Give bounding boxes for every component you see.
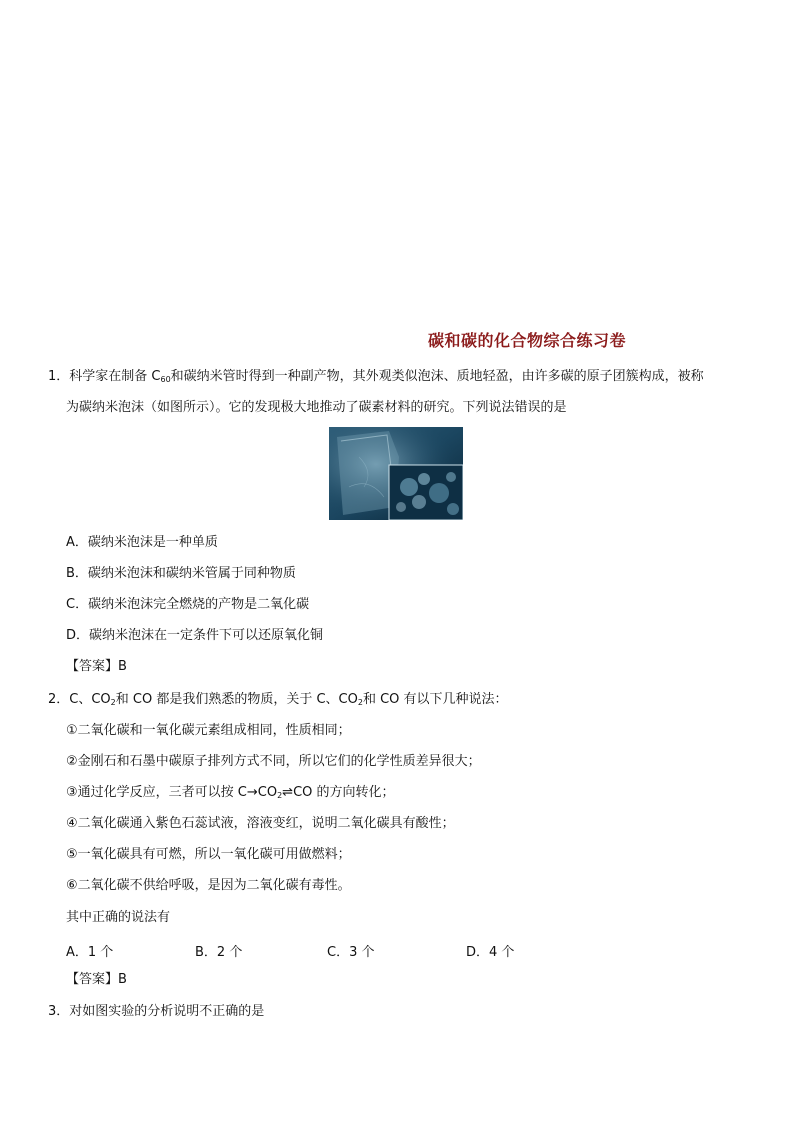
q1-stem-text-a: 1．科学家在制备 C <box>48 369 161 384</box>
q2-item-3-text-b: ⇌CO 的方向转化； <box>282 785 395 800</box>
q1-stem-line1 <box>48 369 704 388</box>
q1-stem-text-b: 和碳纳米管时得到一种副产物，其外观类似泡沫、质地轻盈，由许多碳的原子团簇构成，被称 <box>170 369 704 384</box>
q2-subscript-2: 2 <box>357 698 363 707</box>
q2-item-6: ⑥二氧化碳不供给呼吸，是因为二氧化碳有毒性。 <box>66 878 351 893</box>
q2-stem <box>48 692 508 711</box>
q1-answer: 【答案】B <box>66 659 127 674</box>
q2-stem-text-a: 2．C、CO <box>48 692 111 707</box>
q1-option-b: B．碳纳米泡沫和碳纳米管属于同种物质 <box>66 566 296 581</box>
q2-item-3-text-a: ③通过化学反应，三者可以按 C→CO <box>66 785 278 800</box>
q2-subscript-1: 2 <box>110 698 116 707</box>
q2-stem-text-b: 和 CO 都是我们熟悉的物质，关于 C、CO <box>115 692 358 707</box>
q2-option-c: C．3 个 <box>327 945 375 960</box>
carbon-nanofoam-photo <box>329 427 463 520</box>
q2-prompt: 其中正确的说法有 <box>66 910 171 925</box>
q1-stem-line2: 为碳纳米泡沫（如图所示）。它的发现极大地推动了碳素材料的研究。下列说法错误的是 <box>66 400 567 415</box>
q2-item-3-subscript: 2 <box>277 791 283 800</box>
q2-option-d: D．4 个 <box>466 945 515 960</box>
q1-option-a: A．碳纳米泡沫是一种单质 <box>66 535 218 550</box>
q2-item-1: ①二氧化碳和一氧化碳元素组成相同，性质相同； <box>66 723 351 738</box>
q1-option-c: C．碳纳米泡沫完全燃烧的产物是二氧化碳 <box>66 597 310 612</box>
q2-item-4: ④二氧化碳通入紫色石蕊试液，溶液变红，说明二氧化碳具有酸性； <box>66 816 455 831</box>
q2-option-a: A．1 个 <box>66 945 114 960</box>
q2-item-3 <box>66 785 395 804</box>
page-title: 碳和碳的化合物综合练习卷 <box>428 331 627 350</box>
q1-option-d: D．碳纳米泡沫在一定条件下可以还原氧化铜 <box>66 628 324 643</box>
q2-item-2: ②金刚石和石墨中碳原子排列方式不同，所以它们的化学性质差异很大； <box>66 754 481 769</box>
q2-option-b: B．2 个 <box>195 945 243 960</box>
q2-item-5: ⑤一氧化碳具有可燃，所以一氧化碳可用做燃料； <box>66 847 351 862</box>
q3-stem: 3．对如图实验的分析说明不正确的是 <box>48 1004 265 1019</box>
q1-subscript-60: 60 <box>160 375 171 384</box>
q2-stem-text-c: 和 CO 有以下几种说法： <box>362 692 508 707</box>
q2-answer: 【答案】B <box>66 972 127 987</box>
